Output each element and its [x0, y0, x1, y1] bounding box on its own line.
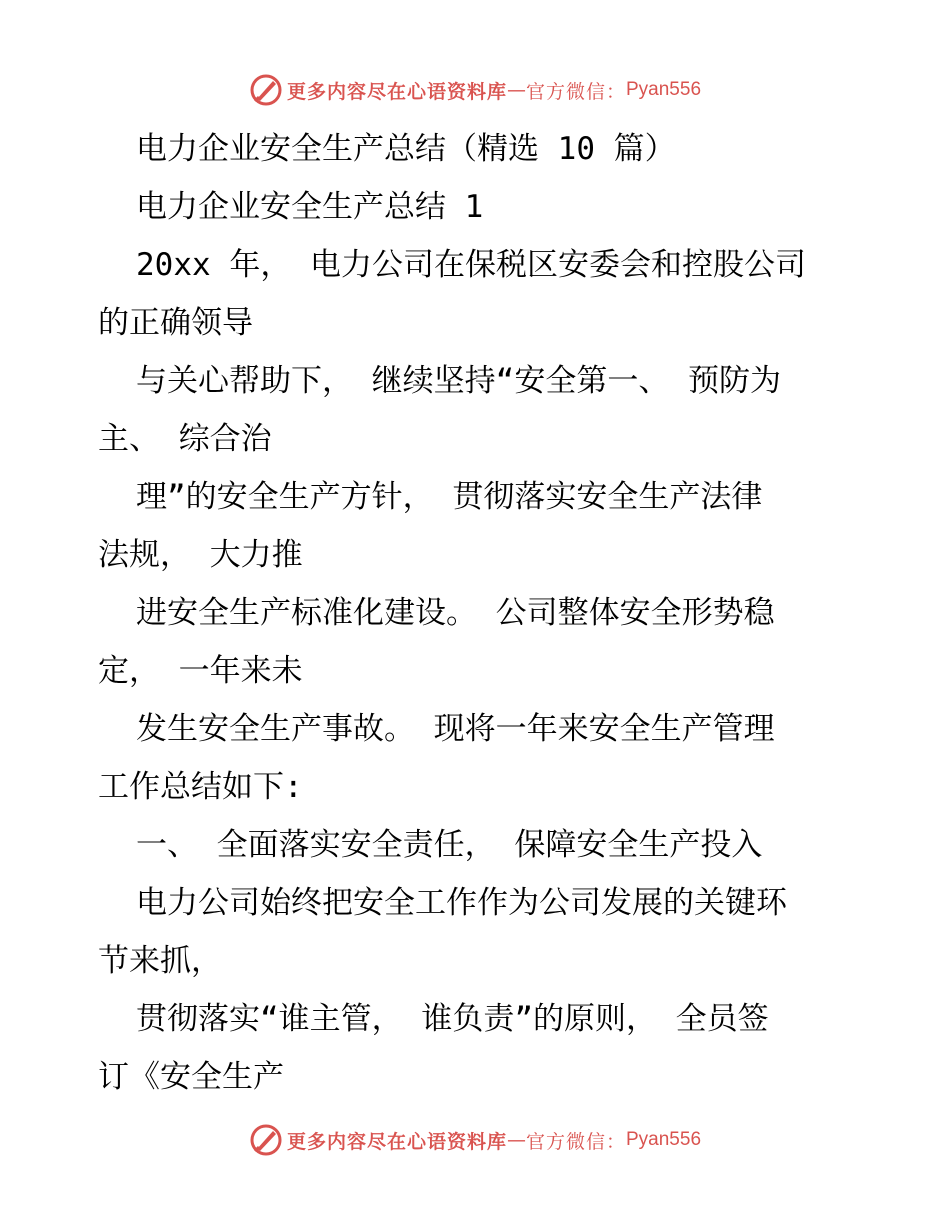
- document-line: 贯彻落实“谁主管， 谁负责”的原则， 全员签: [136, 1001, 769, 1037]
- banner-wechat-account: Pyan556: [626, 1129, 702, 1150]
- quill-logo-icon: [249, 73, 283, 107]
- banner-slogan: 更多内容尽在心语资料库: [286, 1130, 507, 1153]
- document-body: [98, 120, 858, 1106]
- document-line: 节来抓，: [98, 943, 222, 979]
- document-line: 主、 综合治: [98, 421, 272, 457]
- banner-slogan: 更多内容尽在心语资料库: [286, 80, 507, 103]
- header-banner: [0, 70, 950, 110]
- document-line: 20xx 年， 电力公司在保税区安委会和控股公司: [136, 247, 806, 283]
- banner-separator: —: [506, 1129, 526, 1151]
- document-line: 订《安全生产: [98, 1059, 284, 1095]
- quill-logo-icon: [249, 1123, 283, 1157]
- document-line: 的正确领导: [98, 305, 253, 341]
- banner-separator: —: [506, 79, 526, 101]
- banner-wechat-label: 官方微信：: [525, 80, 626, 103]
- document-line: 发生安全生产事故。 现将一年来安全生产管理: [136, 711, 775, 747]
- footer-banner: [0, 1120, 950, 1160]
- document-line: 电力公司始终把安全工作作为公司发展的关键环: [136, 885, 787, 921]
- document-line: 与关心帮助下， 继续坚持“安全第一、 预防为: [136, 363, 781, 399]
- document-line: 定， 一年来未: [98, 653, 303, 689]
- document-line: 理”的安全生产方针， 贯彻落实安全生产法律: [136, 479, 763, 515]
- document-line: 电力企业安全生产总结（精选 10 篇）: [136, 131, 676, 167]
- document-line: 进安全生产标准化建设。 公司整体安全形势稳: [136, 595, 775, 631]
- document-line: 一、 全面落实安全责任， 保障安全生产投入: [136, 827, 763, 863]
- document-line: 法规， 大力推: [98, 537, 303, 573]
- document-line: 工作总结如下:: [98, 769, 303, 805]
- banner-wechat-label: 官方微信：: [525, 1130, 626, 1153]
- banner-wechat-account: Pyan556: [626, 79, 702, 100]
- document-line: 电力企业安全生产总结 1: [136, 189, 484, 225]
